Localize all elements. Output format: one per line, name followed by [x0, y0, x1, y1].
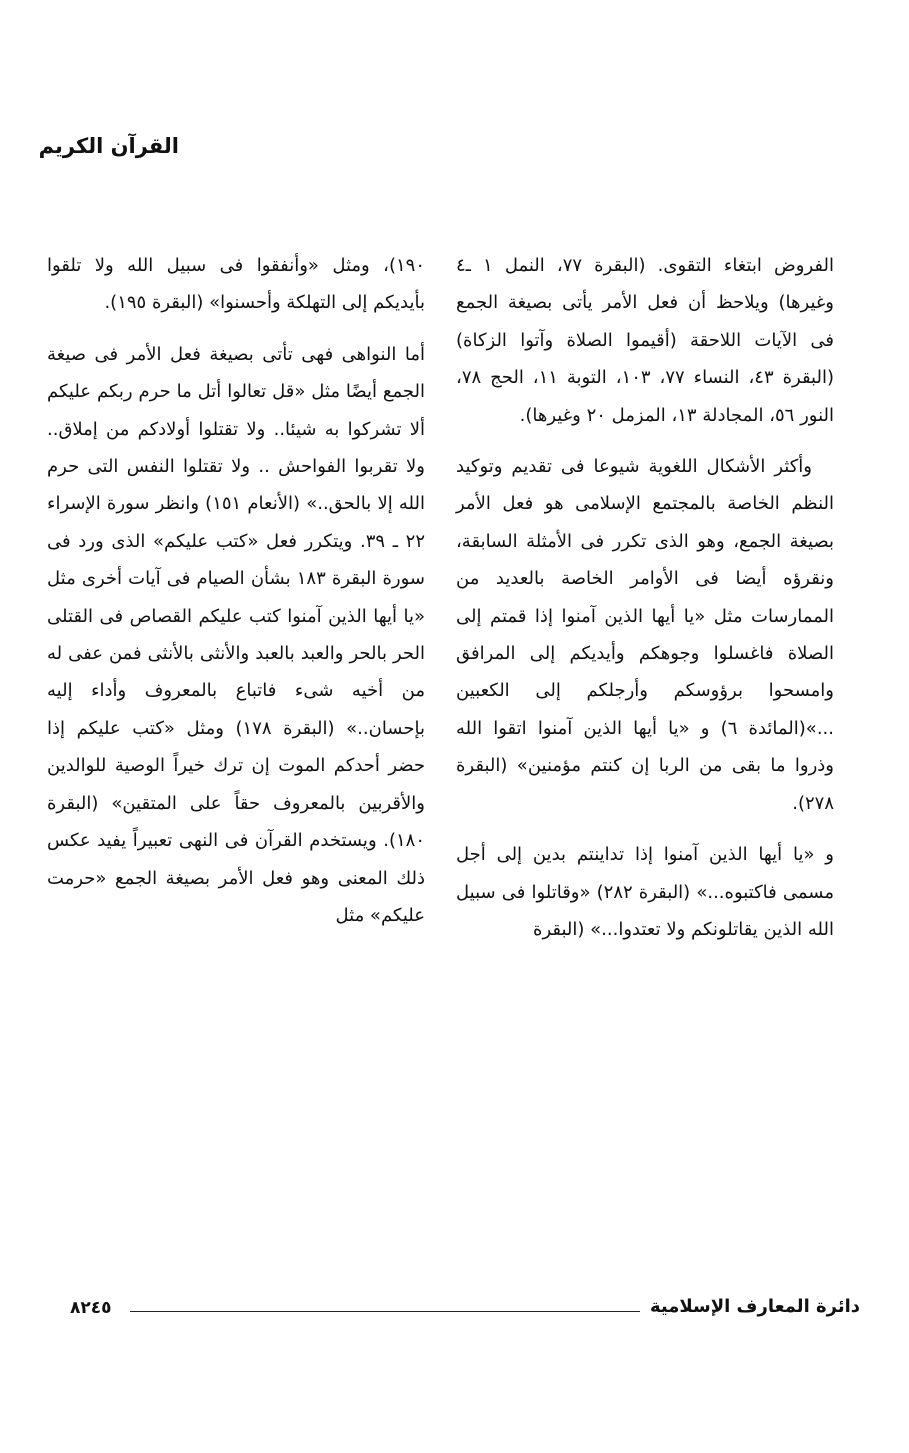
- text-column-left: [47, 247, 425, 934]
- page-number: ٨٢٤٥: [70, 1298, 112, 1318]
- running-header-title: القرآن الكريم: [38, 134, 179, 158]
- paragraph: ١٩٠)، ومثل «وأنفقوا فى سبيل الله ولا تلقوا بأيديكم إلى التهلكة وأحسنوا» (البقرة ١٩٥).: [47, 255, 425, 314]
- paragraph: وأكثر الأشكال اللغوية شيوعا فى تقديم وتوكيد النظم الخاصة بالمجتمع الإسلامى هو فعل الأمر بصيغة الجمع، وهو الذى تكرر فى الأمثلة السابقة، ونقرؤه أيضا فى الأوامر الخاصة بالعديد من الممارسات مثل «يا أيها الذين آمنوا إذا قمتم إلى الصلاة فاغسلوا وجوهكم وأيديكم إلى المرافق وامسحوا برؤوسكم وأرجلكم إلى الكعبين ...»(المائدة ٦) و «يا أيها الذين آمنوا اتقوا الله وذروا ما بقى من الربا إن كنتم مؤمنين» (البقرة ٢٧٨).: [456, 456, 834, 814]
- footer-divider: [130, 1311, 640, 1312]
- paragraph: و «يا أيها الذين آمنوا إذا تداينتم بدين إلى أجل مسمى فاكتبوه...» (البقرة ٢٨٢) «وقاتلوا فى سبيل الله الذين يقاتلونكم ولا تعتدوا...» (البقرة: [456, 844, 834, 940]
- publication-title: دائرة المعارف الإسلامية: [649, 1296, 860, 1317]
- paragraph: الفروض ابتغاء التقوى. (البقرة ٧٧، النمل ١ ـ٤ وغيرها) ويلاحظ أن فعل الأمر يأتى بصيغة الجمع فى الآيات اللاحقة (أقيموا الصلاة وآتوا الزكاة) (البقرة ٤٣، النساء ٧٧، ١٠٣، التوبة ١١، الحج ٧٨، النور ٥٦، المجادلة ١٣، المزمل ٢٠ وغيرها).: [456, 255, 834, 426]
- paragraph: أما النواهى فهى تأتى بصيغة فعل الأمر فى صيغة الجمع أيضًا مثل «قل تعالوا أتل ما حرم ربكم عليكم ألا تشركوا به شيئا.. ولا تقتلوا أولادكم من إملاق.. ولا تقربوا الفواحش .. ولا تقتلوا النفس التى حرم الله إلا بالحق..» (الأنعام ١٥١) وانظر سورة الإسراء ٢٢ ـ ٣٩. ويتكرر فعل «كتب عليكم» الذى ورد فى سورة البقرة ١٨٣ بشأن الصيام فى آيات أخرى مثل «يا أيها الذين آمنوا كتب عليكم القصاص فى القتلى الحر بالحر والعبد بالعبد والأنثى بالأنثى فمن عفى له من أخيه شىء فاتباع بالمعروف وأداء إليه بإحسان..» (البقرة ١٧٨) ومثل «كتب عليكم إذا حضر أحدكم الموت إن ترك خيراً الوصية للوالدين والأقربين بالمعروف حقاً على المتقين» (البقرة ١٨٠). ويستخدم القرآن فى النهى تعبيراً يفيد عكس ذلك المعنى وهو فعل الأمر بصيغة الجمع «حرمت عليكم» مثل: [47, 343, 425, 926]
- text-column-right: [456, 247, 834, 948]
- page-footer: [70, 1295, 860, 1325]
